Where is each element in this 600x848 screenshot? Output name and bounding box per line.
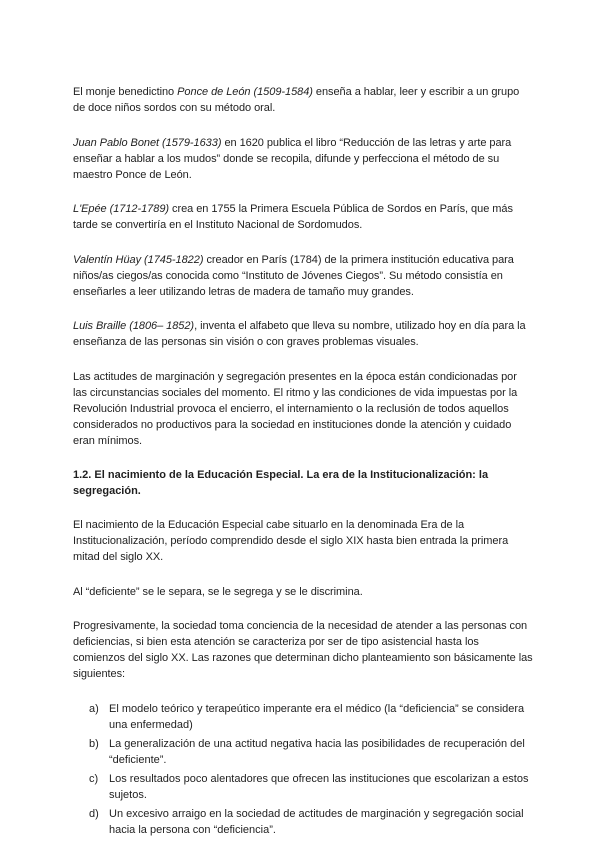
paragraph-nacimiento: El nacimiento de la Educación Especial cabe situarlo en la denominada Era de la Institucionalización, período comprendido desde el siglo XIX hasta bien entrada la primera mitad del siglo XX. — [73, 519, 509, 563]
person-name: Valentín Hüay (1745-1822) — [73, 253, 204, 266]
list-marker: d) — [89, 807, 99, 820]
person-name: Juan Pablo Bonet (1579-1633) — [73, 136, 222, 149]
paragraph-text: , inventa el alfabeto que lleva su nombre, utilizado hoy en día para la enseñanza de las personas sin visión o con graves problemas visuales. — [73, 320, 526, 348]
paragraph-progresivamente: Progresivamente, la sociedad toma conciencia de la necesidad de atender a las personas con deficiencias, si bien esta atención se caracteriza por ser de tipo asistencial hasta los comienzos del siglo XX. Las razones que determinan dicho planteamiento son básicamente las siguientes: — [73, 620, 533, 680]
person-name: Ponce de León (1509-1584) — [177, 86, 313, 98]
list-item — [73, 736, 533, 768]
list-marker: b) — [89, 737, 99, 750]
paragraph-lepee — [73, 201, 533, 233]
paragraph-marginacion: Las actitudes de marginación y segregación presentes en la época están condicionadas por las circunstancias sociales del momento. El ritmo y las condiciones de vida impuestas por la Revolución Industrial provoca el encierro, el internamiento o la reclusión de todos aquellos considerados no productivos para la sociedad en instituciones donde la atención y cuidado eran mínimos. — [73, 370, 518, 447]
list-item — [73, 701, 533, 733]
paragraph-deficiente: Al “deficiente” se le separa, se le segrega y se le discrimina. — [73, 585, 363, 598]
list-item-text: Un excesivo arraigo en la sociedad de actitudes de marginación y segregación social hacia la persona con “deficiencia”. — [109, 807, 524, 836]
paragraph-ponce-de-leon — [73, 84, 533, 116]
list-item-text: El modelo teórico y terapeútico imperante era el médico (la “deficiencia” se considera una enfermedad) — [109, 702, 525, 731]
document-page — [73, 84, 533, 841]
list-item-text: La generalización de una actitud negativa hacia las posibilidades de recuperación del “deficiente”. — [109, 737, 525, 766]
list-marker: c) — [89, 772, 99, 785]
paragraph-text: enseña a hablar, leer y escribir a un grupo de doce niños sordos con su método oral. — [73, 86, 520, 114]
list-marker: a) — [89, 702, 99, 715]
paragraph-text: crea en 1755 la Primera Escuela Pública de Sordos en París, que más tarde se convertiría en el Instituto Nacional de Sordomudos. — [73, 203, 513, 231]
paragraph-braille — [73, 318, 533, 350]
paragraph-bonet — [73, 135, 533, 183]
paragraph-text: creador en París (1784) de la primera institución educativa para niños/as ciegos/as conocida como “Instituto de Jóvenes Ciegos”. Su método consistía en enseñarles a leer utilizando letras de madera de tamaño muy grandes. — [73, 253, 514, 298]
person-name: Luis Braille (1806– 1852) — [73, 320, 195, 332]
paragraph-prefix: El monje benedictino — [73, 86, 178, 98]
list-item — [73, 771, 533, 803]
reasons-list — [73, 701, 533, 838]
paragraph-text: en 1620 publica el libro “Reducción de las letras y arte para enseñar a hablar a los mudos” donde se recopila, difunde y perfecciona el método de su maestro Ponce de León. — [73, 136, 512, 181]
list-item — [73, 806, 533, 838]
paragraph-huay — [73, 252, 533, 300]
section-heading: 1.2. El nacimiento de la Educación Especial. La era de la Institucionalización: la segregación. — [73, 469, 489, 497]
person-name: L'Epée (1712-1789) — [73, 203, 169, 215]
list-item-text: Los resultados poco alentadores que ofrecen las instituciones que escolarizan a estos sujetos. — [109, 772, 529, 801]
